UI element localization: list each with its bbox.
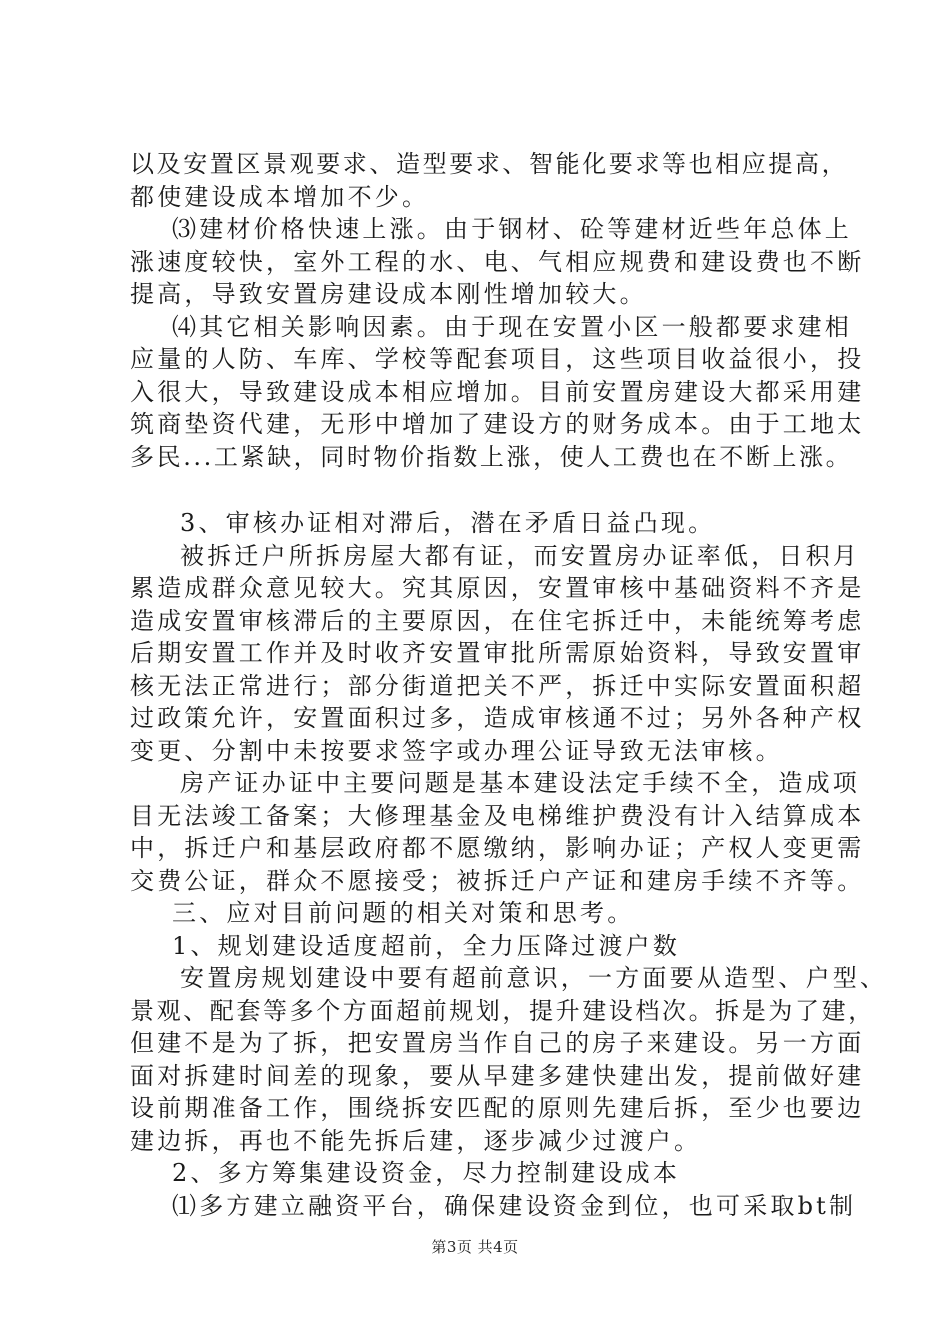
- text-line: 安置房规划建设中要有超前意识，一方面要从造型、户型、: [180, 964, 888, 992]
- section-heading: 三、应对目前问题的相关对策和思考。: [172, 899, 635, 927]
- text-line: 核无法正常进行；部分街道把关不严，拆迁中实际安置面积超: [130, 671, 865, 700]
- document-body: [130, 148, 888, 1222]
- text-line: 中，拆迁户和基层政府都不愿缴纳，影响办证；产权人变更需: [130, 834, 865, 862]
- text-line: 目无法竣工备案；大修理基金及电梯维护费没有计入结算成本: [130, 801, 865, 830]
- text-line: 景观、配套等多个方面超前规划，提升建设档次。拆是为了建，: [130, 996, 875, 1025]
- subsection-heading: 2、多方筹集建设资金，尽力控制建设成本: [172, 1159, 681, 1187]
- text-line: 变更、分割中未按要求签字或办理公证导致无法审核。: [130, 736, 783, 765]
- text-line: 以及安置区景观要求、造型要求、智能化要求等也相应提高，: [130, 150, 849, 178]
- text-line: 累造成群众意见较大。究其原因，安置审核中基础资料不齐是: [130, 574, 865, 602]
- text-line: 后期安置工作并及时收齐安置审批所需原始资料，导致安置审: [130, 639, 865, 667]
- text-line: 房产证办证中主要问题是基本建设法定手续不全，造成项: [180, 769, 860, 797]
- text-line: 过政策允许，安置面积过多，造成审核通不过；另外各种产权: [130, 704, 865, 732]
- text-line: 多民...工紧缺，同时物价指数上涨，使人工费也在不断上涨。: [130, 442, 853, 471]
- text-line: 筑商垫资代建，无形中增加了建设方的财务成本。由于工地太: [130, 410, 865, 438]
- text-line: 交费公证，群众不愿接受；被拆迁户产证和建房手续不齐等。: [130, 866, 865, 895]
- text-line: 但建不是为了拆，把安置房当作自己的房子来建设。另一方面: [130, 1029, 865, 1057]
- page-number-footer: 第3页 共4页: [431, 1238, 519, 1256]
- text-line: 入很大，导致建设成本相应增加。目前安置房建设大都采用建: [130, 377, 865, 406]
- text-line: 建边拆，再也不能先拆后建，逐步减少过渡户。: [130, 1126, 702, 1155]
- text-line: 被拆迁户所拆房屋大都有证，而安置房办证率低，日积月: [180, 541, 860, 570]
- text-line: 面对拆建时间差的现象，要从早建多建快建出发，提前做好建: [130, 1061, 865, 1090]
- text-line: 应量的人防、车库、学校等配套项目，这些项目收益很小，投: [130, 345, 865, 373]
- text-line: ⑶建材价格快速上涨。由于钢材、砼等建材近些年总体上: [172, 215, 852, 243]
- text-line: 提高，导致安置房建设成本刚性增加较大。: [130, 280, 647, 308]
- text-line: 造成安置审核滞后的主要原因，在住宅拆迁中，未能统筹考虑: [130, 606, 865, 635]
- subsection-heading: 1、规划建设适度超前，全力压降过渡户数: [172, 931, 681, 960]
- paragraph-gap: [130, 473, 830, 507]
- text-line: 都使建设成本增加不少。: [130, 182, 430, 211]
- text-line: ⑷其它相关影响因素。由于现在安置小区一般都要求建相: [172, 312, 852, 341]
- text-line: ⑴多方建立融资平台，确保建设资金到位，也可采取bt制: [172, 1191, 857, 1220]
- text-line: 设前期准备工作，围绕拆安匹配的原则先建后拆，至少也要边: [130, 1094, 865, 1122]
- section-heading: 3、审核办证相对滞后，潜在矛盾日益凸现。: [180, 509, 716, 537]
- text-line: 涨速度较快，室外工程的水、电、气相应规费和建设费也不断: [130, 247, 865, 276]
